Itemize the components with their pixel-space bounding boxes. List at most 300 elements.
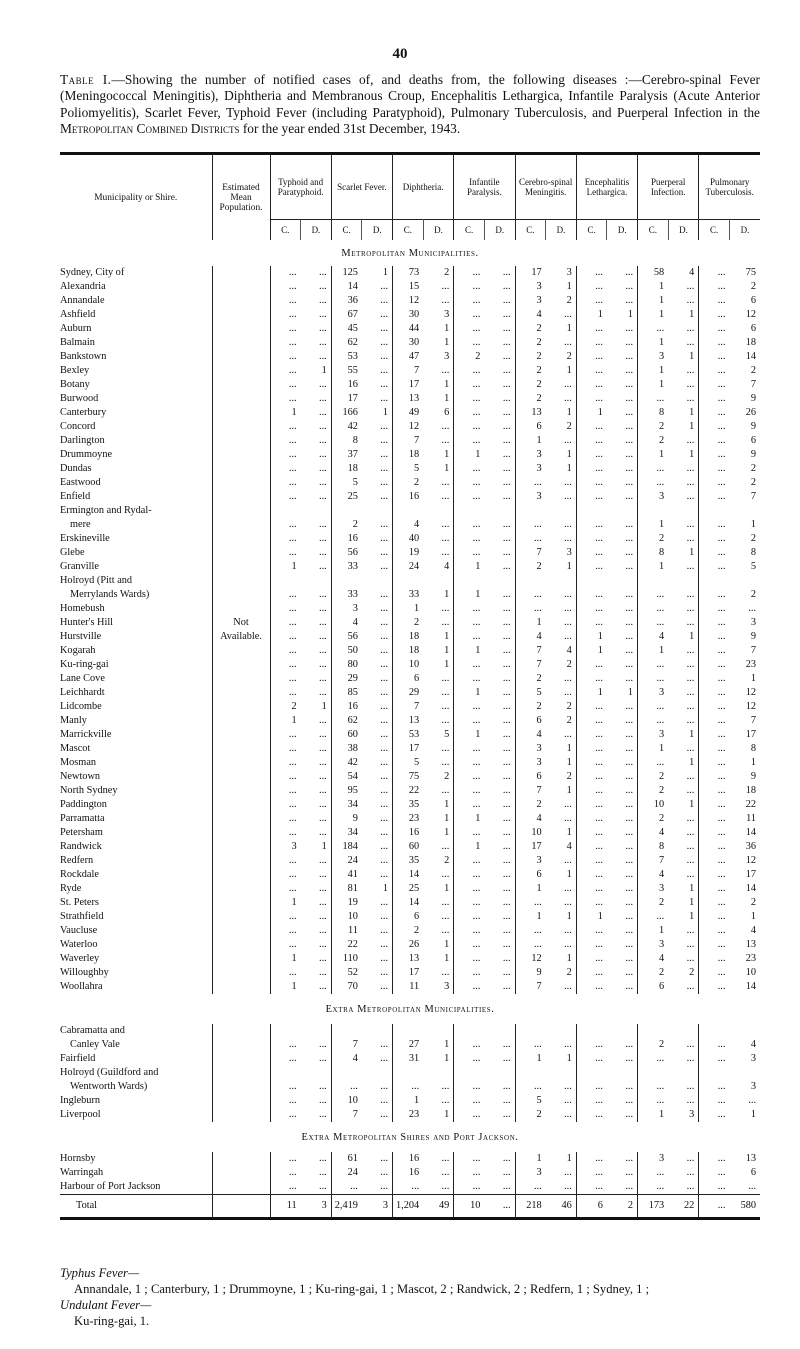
cases-cell: ... — [717, 365, 726, 376]
row-label: Kogarah — [60, 644, 212, 658]
cases-cell: 14 — [408, 869, 420, 880]
cases-cell: 4 — [414, 519, 420, 530]
deaths-cell: ... — [362, 798, 393, 812]
cases-cell: ... — [288, 757, 297, 768]
cases-cell: ... — [717, 1053, 726, 1064]
cases-cell — [393, 574, 424, 588]
deaths-cell: ... — [668, 644, 699, 658]
cases-cell: 40 — [408, 533, 420, 544]
deaths-cell: ... — [668, 490, 699, 504]
deaths-cell: ... — [362, 434, 393, 448]
cases-cell: ... — [595, 715, 603, 726]
cases-cell: 3 — [536, 757, 542, 768]
cases-cell: ... — [472, 939, 481, 950]
cases-cell: ... — [288, 855, 297, 866]
cases-cell: 7 — [659, 855, 665, 866]
disease-header: Cerebro-spinal Meningitis. — [515, 154, 576, 220]
deaths-cell: ... — [546, 602, 577, 616]
deaths-cell: ... — [362, 588, 393, 602]
deaths-cell: ... — [668, 1080, 699, 1094]
cases-cell — [515, 1066, 546, 1080]
estimated-population-cell — [212, 378, 270, 392]
row-label: Hurstville — [60, 630, 212, 644]
deaths-cell: ... — [423, 434, 454, 448]
table-row — [60, 616, 760, 630]
cases-cell: ... — [288, 1053, 297, 1064]
deaths-cell: 1 — [546, 910, 577, 924]
deaths-cell: ... — [301, 588, 332, 602]
deaths-cell: ... — [301, 532, 332, 546]
cases-cell: ... — [717, 715, 726, 726]
deaths-cell: 7 — [750, 715, 757, 726]
estimated-population-cell — [212, 420, 270, 434]
estimated-note: Not — [212, 616, 270, 630]
cases-col-header: C. — [515, 220, 546, 241]
deaths-cell: ... — [362, 462, 393, 476]
row-label: Ku-ring-gai — [60, 658, 212, 672]
deaths-cell: ... — [362, 476, 393, 490]
deaths-cell: 2 — [607, 1195, 638, 1218]
cases-cell: 7 — [352, 1039, 358, 1050]
table-row — [60, 560, 760, 574]
cases-cell: 16 — [408, 1167, 420, 1178]
deaths-cell — [484, 1066, 515, 1080]
deaths-cell: ... — [484, 812, 515, 826]
cases-cell: 1 — [597, 309, 603, 320]
cases-cell: 10 — [408, 659, 420, 670]
estimated-population-cell — [212, 1108, 270, 1122]
cases-cell — [638, 1024, 669, 1038]
section-title: Metropolitan Municipalities. — [341, 247, 479, 259]
row-label: Darlington — [60, 434, 212, 448]
estimated-population-cell — [212, 602, 270, 616]
cases-cell: ... — [472, 323, 481, 334]
cases-cell: 13 — [408, 393, 420, 404]
deaths-cell: 2 — [750, 477, 757, 488]
cases-cell: 2 — [536, 701, 542, 712]
cases-cell: ... — [595, 967, 603, 978]
cases-cell: 1 — [536, 1153, 542, 1164]
deaths-cell: ... — [484, 896, 515, 910]
estimated-population-cell — [212, 336, 270, 350]
table-row — [60, 952, 760, 966]
section-header-row — [60, 240, 760, 266]
cases-cell: ... — [533, 477, 542, 488]
row-label: Bankstown — [60, 350, 212, 364]
deaths-cell: ... — [301, 1180, 332, 1195]
cases-cell: ... — [472, 799, 481, 810]
cases-cell: ... — [288, 869, 297, 880]
deaths-cell: ... — [668, 672, 699, 686]
cases-cell: 38 — [347, 743, 358, 754]
cases-cell: 42 — [347, 757, 358, 768]
deaths-cell: ... — [484, 350, 515, 364]
deaths-cell: 1 — [423, 938, 454, 952]
disease-header: Scarlet Fever. — [331, 154, 392, 220]
row-label: Harbour of Port Jackson — [60, 1180, 212, 1195]
deaths-cell: ... — [668, 700, 699, 714]
deaths-cell: ... — [423, 742, 454, 756]
deaths-cell: ... — [362, 854, 393, 868]
cases-cell: ... — [288, 883, 297, 894]
cases-cell: 1 — [536, 617, 542, 628]
cases-cell: ... — [717, 589, 726, 600]
cases-cell: ... — [717, 421, 726, 432]
deaths-cell: ... — [362, 658, 393, 672]
table-row — [60, 896, 760, 910]
deaths-cell: ... — [362, 770, 393, 784]
row-label: Balmain — [60, 336, 212, 350]
cases-cell: ... — [595, 337, 603, 348]
cases-col-header: C. — [393, 220, 424, 241]
cases-cell: 1 — [597, 911, 603, 922]
deaths-cell: ... — [301, 812, 332, 826]
cases-cell: 1 — [475, 645, 481, 656]
cases-cell — [699, 1024, 730, 1038]
deaths-cell: ... — [423, 532, 454, 546]
deaths-cell: ... — [484, 966, 515, 980]
deaths-cell: ... — [607, 1052, 638, 1066]
cases-cell: ... — [533, 1039, 542, 1050]
cases-cell: 3 — [659, 883, 665, 894]
row-label: St. Peters — [60, 896, 212, 910]
row-label: Lane Cove — [60, 672, 212, 686]
cases-cell: ... — [350, 1081, 358, 1092]
deaths-cell: ... — [423, 602, 454, 616]
deaths-cell: ... — [668, 924, 699, 938]
cases-cell: 18 — [408, 631, 420, 642]
deaths-cell: ... — [423, 1180, 454, 1195]
table-row — [60, 868, 760, 882]
cases-cell: ... — [595, 589, 603, 600]
cases-cell: 3 — [659, 939, 665, 950]
deaths-cell: 3 — [750, 1053, 757, 1064]
deaths-cell: ... — [362, 840, 393, 854]
deaths-cell: ... — [484, 980, 515, 994]
cases-cell: 70 — [347, 981, 358, 992]
cases-cell: ... — [472, 393, 481, 404]
deaths-cell: ... — [607, 742, 638, 756]
table-row — [60, 490, 760, 504]
cases-cell: ... — [472, 631, 481, 642]
deaths-cell: 1 — [668, 756, 699, 770]
cases-cell: ... — [288, 351, 297, 362]
deaths-cell: ... — [362, 322, 393, 336]
deaths-cell: ... — [668, 280, 699, 294]
disease-table — [60, 152, 760, 1217]
estimated-population-cell — [212, 490, 270, 504]
section-title: Extra Metropolitan Municipalities. — [325, 1003, 495, 1015]
row-label: Ashfield — [60, 308, 212, 322]
deaths-cell — [362, 504, 393, 518]
deaths-cell: 2 — [423, 770, 454, 784]
deaths-cell: 2 — [423, 266, 454, 280]
deaths-cell: ... — [748, 1181, 757, 1192]
deaths-cell: ... — [423, 616, 454, 630]
cases-cell — [515, 504, 546, 518]
deaths-cell: ... — [484, 406, 515, 420]
deaths-cell: 4 — [750, 925, 757, 936]
cases-cell: 1 — [659, 337, 665, 348]
cases-cell: ... — [411, 1081, 420, 1092]
deaths-cell: ... — [546, 1180, 577, 1195]
estimated-population-cell — [212, 952, 270, 966]
deaths-cell: ... — [607, 952, 638, 966]
cases-cell — [270, 574, 301, 588]
table-row — [60, 476, 760, 490]
cases-cell — [454, 504, 485, 518]
cases-cell: 1 — [475, 449, 481, 460]
deaths-col-header: D. — [607, 220, 638, 241]
cases-cell: ... — [288, 1153, 297, 1164]
estimated-population-cell — [212, 294, 270, 308]
deaths-cell: ... — [607, 420, 638, 434]
estimated-population-cell — [212, 812, 270, 826]
deaths-cell: ... — [301, 266, 332, 280]
cases-cell: 7 — [414, 365, 420, 376]
cases-cell: ... — [595, 813, 603, 824]
deaths-cell: 1 — [668, 910, 699, 924]
row-label: Willoughby — [60, 966, 212, 980]
cases-cell: ... — [717, 617, 726, 628]
cases-cell: 34 — [347, 827, 358, 838]
row-label: Hunter's Hill — [60, 616, 212, 630]
deaths-cell: ... — [546, 1038, 577, 1052]
row-label: Sydney, City of — [60, 266, 212, 280]
table-row — [60, 1108, 760, 1122]
estimated-population-cell — [212, 462, 270, 476]
cases-cell: ... — [472, 1095, 481, 1106]
deaths-cell: ... — [301, 476, 332, 490]
deaths-cell: ... — [668, 588, 699, 602]
cases-cell: 8 — [659, 407, 665, 418]
deaths-cell: 1 — [546, 756, 577, 770]
deaths-cell: 14 — [745, 883, 757, 894]
cases-cell: 1 — [659, 925, 665, 936]
cases-cell: ... — [595, 1109, 603, 1120]
cases-cell: ... — [288, 477, 297, 488]
cases-cell: 1 — [475, 841, 481, 852]
cases-cell: ... — [595, 981, 603, 992]
estimated-population-cell — [212, 798, 270, 812]
deaths-cell: 2 — [546, 294, 577, 308]
deaths-cell: 2 — [546, 658, 577, 672]
deaths-cell: 1 — [668, 630, 699, 644]
cases-cell: ... — [472, 869, 481, 880]
cases-cell: ... — [717, 883, 726, 894]
deaths-cell: 22 — [745, 799, 757, 810]
deaths-cell: 23 — [745, 953, 757, 964]
deaths-cell: 18 — [745, 337, 757, 348]
cases-cell: 3 — [659, 491, 665, 502]
cases-cell: 24 — [408, 561, 420, 572]
estimated-population-cell — [212, 1038, 270, 1052]
cases-cell: 35 — [408, 799, 420, 810]
estimated-population-cell — [212, 1152, 270, 1166]
deaths-cell: ... — [423, 364, 454, 378]
deaths-cell: ... — [301, 322, 332, 336]
row-label: North Sydney — [60, 784, 212, 798]
deaths-cell: ... — [546, 392, 577, 406]
deaths-cell: ... — [484, 378, 515, 392]
deaths-cell: 49 — [423, 1195, 454, 1218]
deaths-cell: ... — [301, 1052, 332, 1066]
deaths-cell: 3 — [362, 1195, 393, 1218]
cases-cell — [515, 574, 546, 588]
deaths-cell — [729, 574, 760, 588]
typhus-label: Typhus Fever— — [60, 1266, 140, 1280]
cases-cell: ... — [288, 1181, 297, 1192]
cases-cell: ... — [288, 1081, 297, 1092]
caption-districts: Metropolitan Combined Districts — [60, 121, 240, 137]
row-label: Botany — [60, 378, 212, 392]
deaths-cell: ... — [607, 518, 638, 532]
deaths-cell: 2 — [750, 463, 757, 474]
deaths-cell: 12 — [745, 855, 757, 866]
cases-cell: ... — [288, 631, 297, 642]
cases-cell: ... — [595, 883, 603, 894]
footnotes — [60, 1265, 760, 1329]
cases-cell: 16 — [347, 533, 358, 544]
table-row — [60, 462, 760, 476]
cases-cell: ... — [717, 267, 726, 278]
deaths-col-header: D. — [301, 220, 332, 241]
deaths-cell: 10 — [745, 967, 757, 978]
cases-cell — [393, 504, 424, 518]
deaths-cell — [484, 574, 515, 588]
deaths-cell: 6 — [750, 323, 757, 334]
cases-cell: ... — [656, 393, 665, 404]
deaths-cell: 2 — [423, 854, 454, 868]
cases-cell: 17 — [347, 393, 358, 404]
deaths-cell: ... — [668, 518, 699, 532]
deaths-cell: 1 — [546, 364, 577, 378]
deaths-cell: ... — [301, 280, 332, 294]
deaths-cell: ... — [607, 812, 638, 826]
cases-cell: ... — [717, 561, 726, 572]
deaths-cell: ... — [423, 784, 454, 798]
deaths-cell: ... — [423, 518, 454, 532]
cases-cell: 6 — [414, 673, 420, 684]
deaths-cell: 1 — [546, 826, 577, 840]
deaths-cell: 1 — [668, 546, 699, 560]
deaths-cell: ... — [607, 336, 638, 350]
deaths-cell: 2 — [546, 714, 577, 728]
estimated-population-cell — [212, 938, 270, 952]
deaths-cell: 1 — [423, 1052, 454, 1066]
cases-cell: ... — [472, 337, 481, 348]
table-row — [60, 980, 760, 994]
row-label: Strathfield — [60, 910, 212, 924]
estimated-population-cell — [212, 784, 270, 798]
cases-cell: 110 — [342, 953, 358, 964]
cases-cell: ... — [288, 687, 297, 698]
deaths-cell: 26 — [745, 407, 757, 418]
estimated-population-cell — [212, 924, 270, 938]
table-row — [60, 294, 760, 308]
cases-cell: ... — [595, 323, 603, 334]
cases-cell: ... — [656, 463, 665, 474]
cases-cell: 14 — [347, 281, 358, 292]
deaths-cell: ... — [607, 798, 638, 812]
deaths-cell: 6 — [750, 1167, 757, 1178]
table-row — [60, 350, 760, 364]
row-label: Ryde — [60, 882, 212, 896]
estimated-population-cell — [212, 700, 270, 714]
deaths-cell: 7 — [750, 491, 757, 502]
cases-cell: ... — [717, 1153, 726, 1164]
deaths-cell: ... — [607, 1094, 638, 1108]
cases-cell: 50 — [347, 645, 358, 656]
deaths-cell: ... — [607, 868, 638, 882]
table-row — [60, 266, 760, 280]
deaths-cell: ... — [607, 266, 638, 280]
deaths-cell: 9 — [750, 449, 757, 460]
cases-cell: ... — [472, 1181, 481, 1192]
deaths-cell: 2 — [546, 700, 577, 714]
cases-cell: 19 — [347, 897, 358, 908]
cases-cell: 10 — [531, 827, 542, 838]
deaths-cell: 1 — [668, 448, 699, 462]
cases-cell: ... — [595, 869, 603, 880]
deaths-cell: ... — [546, 1094, 577, 1108]
deaths-cell: ... — [546, 728, 577, 742]
disease-header: Puerperal Infection. — [638, 154, 699, 220]
cases-cell: 9 — [536, 967, 542, 978]
cases-cell: ... — [717, 491, 726, 502]
deaths-cell: 13 — [745, 939, 757, 950]
cases-cell: 53 — [408, 729, 420, 740]
cases-cell: ... — [717, 967, 726, 978]
row-label: mere — [60, 518, 212, 532]
deaths-cell: ... — [546, 1080, 577, 1094]
cases-cell: ... — [288, 393, 297, 404]
deaths-cell: ... — [668, 336, 699, 350]
deaths-cell: ... — [301, 336, 332, 350]
cases-cell — [699, 574, 730, 588]
cases-cell: ... — [533, 1081, 542, 1092]
cases-cell: ... — [288, 379, 297, 390]
cases-cell: ... — [288, 267, 297, 278]
table-row — [60, 938, 760, 952]
deaths-cell: 2 — [750, 897, 757, 908]
deaths-cell: ... — [362, 1080, 393, 1094]
deaths-cell: ... — [423, 476, 454, 490]
deaths-cell: ... — [301, 714, 332, 728]
deaths-cell: ... — [546, 308, 577, 322]
cases-cell: 5 — [352, 477, 358, 488]
cases-cell: 3 — [536, 855, 542, 866]
cases-cell: 2 — [536, 1109, 542, 1120]
cases-cell: 4 — [659, 869, 665, 880]
cases-col-header: C. — [454, 220, 485, 241]
cases-cell: 4 — [659, 953, 665, 964]
deaths-cell: ... — [362, 350, 393, 364]
deaths-cell: ... — [423, 700, 454, 714]
cases-cell: ... — [717, 337, 726, 348]
cases-cell: ... — [717, 281, 726, 292]
cases-cell: 2 — [291, 701, 297, 712]
table-row — [60, 1080, 760, 1094]
deaths-cell: ... — [546, 980, 577, 994]
cases-cell: ... — [717, 827, 726, 838]
deaths-cell: 1 — [668, 798, 699, 812]
cases-cell: ... — [717, 869, 726, 880]
cases-cell — [270, 1024, 301, 1038]
estimated-population-cell — [212, 504, 270, 518]
estimated-population-cell — [212, 1024, 270, 1038]
deaths-cell: 12 — [745, 687, 757, 698]
